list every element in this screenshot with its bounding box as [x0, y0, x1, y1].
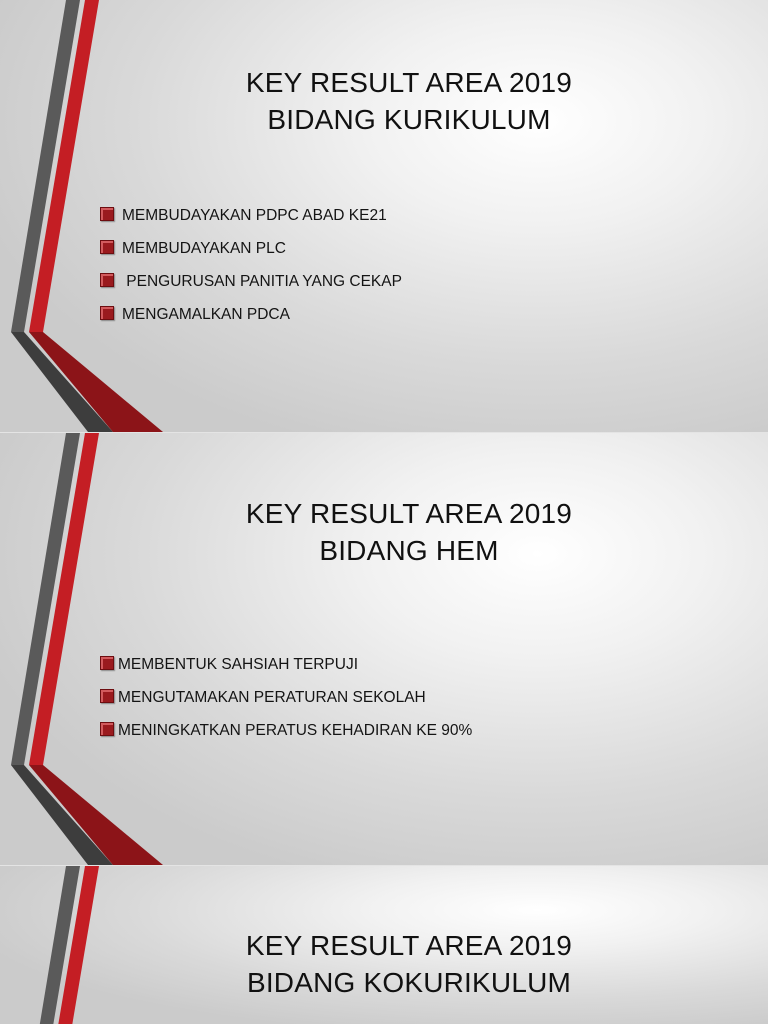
list-item-text: MENGAMALKAN PDCA: [122, 306, 290, 323]
title-line-1: KEY RESULT AREA 2019: [245, 498, 573, 529]
list-item: [100, 273, 402, 306]
list-item-text: PENGURUSAN PANITIA YANG CEKAP: [122, 273, 402, 290]
checkbox-square-bullet-icon: [100, 689, 114, 703]
title-line-1: KEY RESULT AREA 2019: [245, 67, 573, 98]
list-item: [100, 656, 472, 689]
list-item-text: MENGUTAMAKAN PERATURAN SEKOLAH: [118, 689, 426, 706]
slide-hem: [0, 433, 768, 865]
checkbox-square-bullet-icon: [100, 722, 114, 736]
slide-kurikulum: [0, 0, 768, 432]
checkbox-square-bullet-icon: [100, 273, 114, 287]
title-line-2: BIDANG HEM: [319, 535, 499, 566]
list-item-text: MENINGKATKAN PERATUS KEHADIRAN KE 90%: [118, 722, 473, 739]
checkbox-square-bullet-icon: [100, 656, 114, 670]
title-line-2: BIDANG KOKURIKULUM: [246, 967, 572, 998]
bullet-list: [100, 656, 472, 755]
title-line-2: BIDANG KURIKULUM: [267, 104, 551, 135]
list-item-text: MEMBUDAYAKAN PLC: [122, 240, 286, 257]
bullet-list: [100, 207, 402, 339]
list-item: [100, 240, 402, 273]
list-item: [100, 722, 472, 755]
list-item: [100, 689, 472, 722]
checkbox-square-bullet-icon: [100, 207, 114, 221]
slide-title: [100, 927, 718, 1001]
slide-kokurikulum: [0, 866, 768, 1024]
title-line-1: KEY RESULT AREA 2019: [245, 930, 573, 961]
slide-title: [100, 64, 718, 138]
checkbox-square-bullet-icon: [100, 240, 114, 254]
slide-title: [100, 495, 718, 569]
list-item: [100, 207, 402, 240]
list-item-text: MEMBENTUK SAHSIAH TERPUJI: [118, 656, 359, 673]
list-item-text: MEMBUDAYAKAN PDPC ABAD KE21: [122, 207, 387, 224]
list-item: [100, 306, 402, 339]
checkbox-square-bullet-icon: [100, 306, 114, 320]
